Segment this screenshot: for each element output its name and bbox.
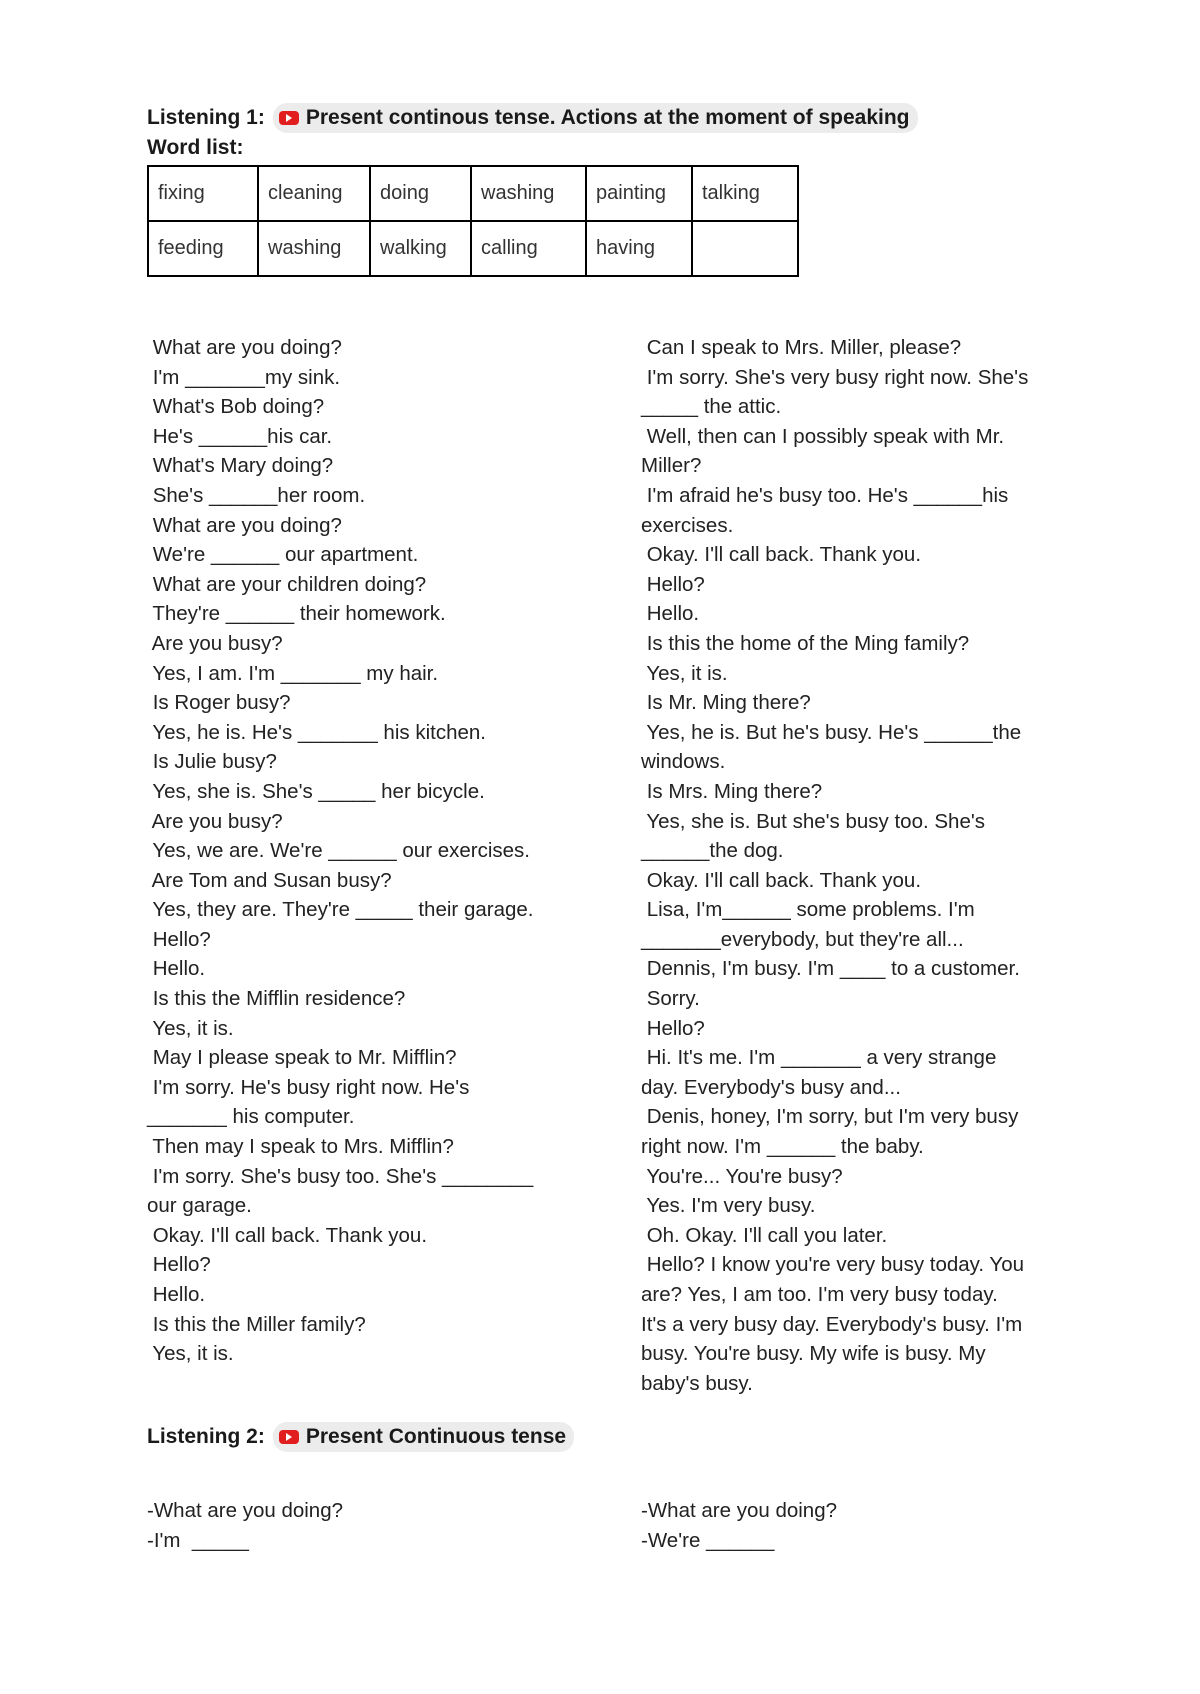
dialogue-line: He's ______his car. xyxy=(147,424,333,448)
word-list-row xyxy=(148,166,798,221)
dialogue-line: Yes. I'm very busy. xyxy=(641,1194,816,1218)
listening-1-video-chip[interactable] xyxy=(273,103,918,133)
dialogue-2-right-column xyxy=(641,1496,837,1555)
dialogue-line: Miller? xyxy=(641,454,702,478)
dialogue-line: Yes, he is. He's _______ his kitchen. xyxy=(147,720,486,744)
listening-2-heading xyxy=(147,1422,574,1452)
listening-1-label: Listening 1: xyxy=(147,106,265,129)
dialogue-line: She's ______her room. xyxy=(147,483,366,507)
dialogue-line: Yes, she is. But she's busy too. She's xyxy=(641,809,986,833)
dialogue-line: Hello. xyxy=(147,1283,206,1306)
youtube-play-icon xyxy=(279,1430,299,1444)
dialogue-line: Is this the Miller family? xyxy=(147,1312,366,1336)
dialogue-line: Sorry. xyxy=(641,987,700,1011)
dialogue-line: Yes, we are. We're ______ our exercises. xyxy=(147,839,531,863)
dialogue-line: Okay. I'll call back. Thank you. xyxy=(641,868,922,892)
dialogue-line: exercises. xyxy=(641,513,734,537)
dialogue-line: are? Yes, I am too. I'm very busy today. xyxy=(641,1283,998,1306)
dialogue-line: -What are you doing? xyxy=(147,1499,344,1522)
dialogue-line: -I'm _____ xyxy=(147,1528,249,1552)
dialogue-line: -We're ______ xyxy=(641,1528,775,1552)
dialogue-line: I'm afraid he's busy too. He's ______his xyxy=(641,483,1009,507)
dialogue-line: Are Tom and Susan busy? xyxy=(147,868,392,892)
dialogue-line: _______ his computer. xyxy=(147,1105,355,1129)
word-cell: cleaning xyxy=(258,166,370,221)
dialogue-line: Yes, it is. xyxy=(641,661,728,685)
dialogue-line: Okay. I'll call back. Thank you. xyxy=(641,543,922,567)
dialogue-line: Is Mr. Ming there? xyxy=(641,691,811,715)
dialogue-line: ______the dog. xyxy=(641,839,784,863)
word-cell: talking xyxy=(692,166,798,221)
word-cell xyxy=(692,221,798,276)
dialogue-line: windows. xyxy=(641,750,726,774)
dialogue-line: Can I speak to Mrs. Miller, please? xyxy=(641,336,962,359)
dialogue-line: Yes, they are. They're _____ their garage. xyxy=(147,898,534,922)
youtube-play-icon xyxy=(279,111,299,125)
dialogue-line: What's Bob doing? xyxy=(147,395,325,419)
dialogue-line: Yes, I am. I'm _______ my hair. xyxy=(147,661,439,685)
dialogue-line: Is Julie busy? xyxy=(147,750,277,774)
dialogue-line: Is this the home of the Ming family? xyxy=(641,631,970,655)
word-cell: painting xyxy=(586,166,692,221)
dialogue-line: Hello? xyxy=(147,927,211,951)
dialogue-line: Hello? xyxy=(641,572,705,596)
dialogue-line: _____ the attic. xyxy=(641,395,782,419)
word-cell: walking xyxy=(370,221,471,276)
dialogue-line: Hello. xyxy=(147,957,206,981)
dialogue-line: Are you busy? xyxy=(147,809,283,833)
dialogue-line: Hello? xyxy=(641,1016,705,1040)
dialogue-line: What are your children doing? xyxy=(147,572,427,596)
dialogue-line: day. Everybody's busy and... xyxy=(641,1075,901,1099)
word-list-table xyxy=(147,165,799,277)
dialogue-line: Are you busy? xyxy=(147,631,283,655)
word-cell: having xyxy=(586,221,692,276)
listening-2-video-title: Present Continuous tense xyxy=(305,1425,567,1448)
dialogue-1-left-column xyxy=(147,333,607,1369)
dialogue-line: Hello. xyxy=(641,602,700,626)
dialogue-line: Yes, it is. xyxy=(147,1016,234,1040)
dialogue-line: Is this the Mifflin residence? xyxy=(147,987,406,1011)
dialogue-line: _______everybody, but they're all... xyxy=(641,927,964,951)
word-cell: feeding xyxy=(148,221,258,276)
dialogue-line: Hello? xyxy=(147,1253,211,1277)
dialogue-line: Hi. It's me. I'm _______ a very strange xyxy=(641,1046,997,1070)
dialogue-line: Denis, honey, I'm sorry, but I'm very busy xyxy=(641,1105,1019,1129)
listening-1-video-title: Present continous tense. Actions at the moment of speaking xyxy=(305,106,910,129)
dialogue-line: Yes, it is. xyxy=(147,1342,234,1366)
word-cell: fixing xyxy=(148,166,258,221)
dialogue-line: baby's busy. xyxy=(641,1371,753,1395)
dialogue-line: Yes, she is. She's _____ her bicycle. xyxy=(147,779,485,803)
dialogue-line: They're ______ their homework. xyxy=(147,602,446,626)
dialogue-line: You're... You're busy? xyxy=(641,1164,843,1188)
word-cell: calling xyxy=(471,221,586,276)
dialogue-line: our garage. xyxy=(147,1194,252,1218)
dialogue-line: I'm sorry. She's busy too. She's ________ xyxy=(147,1164,534,1188)
dialogue-line: Lisa, I'm______ some problems. I'm xyxy=(641,898,975,922)
dialogue-line: I'm sorry. He's busy right now. He's xyxy=(147,1075,470,1099)
dialogue-line: Yes, he is. But he's busy. He's ______the xyxy=(641,720,1022,744)
dialogue-2-left-column xyxy=(147,1496,343,1555)
dialogue-line: busy. You're busy. My wife is busy. My xyxy=(641,1342,986,1366)
dialogue-line: Then may I speak to Mrs. Mifflin? xyxy=(147,1135,454,1159)
dialogue-line: Okay. I'll call back. Thank you. xyxy=(147,1223,428,1247)
dialogue-line: Hello? I know you're very busy today. You xyxy=(641,1253,1025,1277)
listening-1-heading xyxy=(147,103,918,133)
dialogue-line: I'm sorry. She's very busy right now. She's xyxy=(641,365,1029,389)
dialogue-line: It's a very busy day. Everybody's busy. I'm xyxy=(641,1312,1023,1336)
dialogue-line: May I please speak to Mr. Mifflin? xyxy=(147,1046,457,1070)
dialogue-line: What are you doing? xyxy=(147,513,342,537)
word-cell: washing xyxy=(471,166,586,221)
word-cell: washing xyxy=(258,221,370,276)
dialogue-line: Dennis, I'm busy. I'm ____ to a customer. xyxy=(641,957,1020,981)
listening-2-label: Listening 2: xyxy=(147,1425,265,1448)
dialogue-line: Oh. Okay. I'll call you later. xyxy=(641,1223,888,1247)
dialogue-line: -What are you doing? xyxy=(641,1499,838,1522)
dialogue-line: right now. I'm ______ the baby. xyxy=(641,1135,924,1159)
dialogue-line: What are you doing? xyxy=(147,336,342,359)
dialogue-line: What's Mary doing? xyxy=(147,454,334,478)
dialogue-line: Is Mrs. Ming there? xyxy=(641,779,823,803)
word-list-row xyxy=(148,221,798,276)
dialogue-line: Is Roger busy? xyxy=(147,691,291,715)
dialogue-1-right-column xyxy=(641,333,1071,1398)
listening-2-video-chip[interactable] xyxy=(273,1422,574,1452)
dialogue-line: I'm _______my sink. xyxy=(147,365,341,389)
word-cell: doing xyxy=(370,166,471,221)
dialogue-line: Well, then can I possibly speak with Mr. xyxy=(641,424,1005,448)
dialogue-line: We're ______ our apartment. xyxy=(147,543,419,567)
word-list-label: Word list: xyxy=(147,136,244,159)
